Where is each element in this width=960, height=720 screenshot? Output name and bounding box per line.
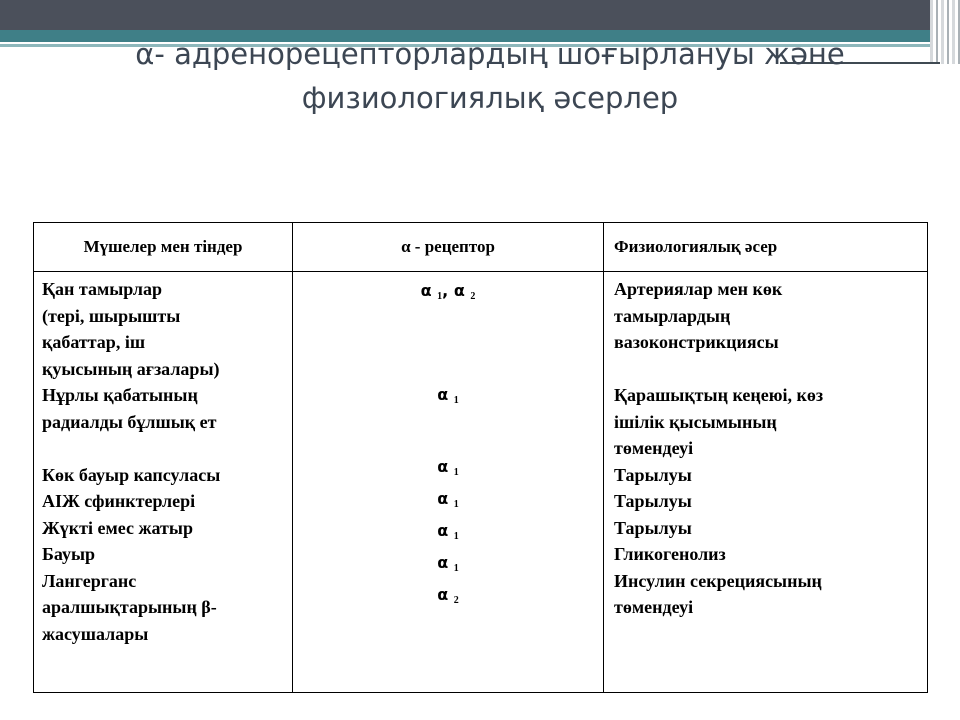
receptor-symbol: α bbox=[437, 521, 449, 540]
receptor-subscript: 2 bbox=[470, 291, 476, 302]
effects-list bbox=[604, 272, 927, 621]
list-item: Гликогенолиз bbox=[614, 544, 726, 564]
list-item: Тарылуы bbox=[614, 464, 692, 485]
list-item: аралшықтарының β- bbox=[42, 597, 217, 617]
receptor-item bbox=[293, 518, 603, 550]
header-bar bbox=[0, 0, 930, 30]
receptor-subscript: 1 bbox=[453, 499, 459, 510]
list-item: Лангерганс bbox=[42, 570, 137, 591]
header-receptor: α - рецептор bbox=[293, 223, 604, 272]
receptor-symbol: α bbox=[453, 281, 465, 300]
receptor-symbol: α bbox=[420, 281, 432, 300]
receptor-subscript: 1 bbox=[437, 291, 443, 302]
list-item: АІЖ сфинктерлері bbox=[42, 491, 196, 511]
header-effect: Физиологиялық әсер bbox=[604, 223, 928, 272]
blank-line bbox=[42, 435, 286, 462]
organs-cell bbox=[34, 272, 293, 693]
blank-line bbox=[614, 356, 921, 383]
organs-list bbox=[34, 272, 292, 647]
receptor-cell bbox=[293, 272, 604, 693]
receptor-subscript: 1 bbox=[453, 563, 459, 574]
receptor-item bbox=[293, 582, 603, 614]
list-item: жасушалары bbox=[42, 623, 149, 644]
receptor-subscript: 1 bbox=[453, 531, 459, 542]
list-item: қабаттар, іш bbox=[42, 332, 146, 352]
title-line-1: α- адренорецепторлардың шоғырлануы және bbox=[135, 37, 845, 71]
list-item: (тері, шырышты bbox=[42, 305, 181, 326]
list-item: ішілік қысымының bbox=[614, 411, 777, 432]
header-organs: Мүшелер мен тіндер bbox=[34, 223, 293, 272]
receptor-item bbox=[293, 486, 603, 518]
receptor-item bbox=[293, 278, 603, 310]
list-item: радиалды бұлшық ет bbox=[42, 411, 217, 432]
receptor-subscript: 1 bbox=[453, 467, 459, 478]
corner-stripes bbox=[930, 0, 960, 64]
list-item: Бауыр bbox=[42, 544, 96, 564]
table-row bbox=[34, 272, 928, 693]
list-item: Қарашықтың кеңеюі, көз bbox=[614, 385, 824, 405]
list-item: төмендеуі bbox=[614, 438, 694, 458]
receptor-symbol: α bbox=[437, 457, 449, 476]
receptor-symbol: α bbox=[437, 585, 449, 604]
list-item: Көк бауыр капсуласы bbox=[42, 464, 221, 485]
list-item: төмендеуі bbox=[614, 597, 694, 617]
receptor-item bbox=[293, 550, 603, 582]
list-item: Артериялар мен көк bbox=[614, 279, 783, 299]
receptor-item bbox=[293, 454, 603, 486]
receptor-symbol: α bbox=[437, 385, 449, 404]
list-item: қуысының ағзалары) bbox=[42, 358, 220, 379]
receptor-subscript: 1 bbox=[453, 395, 459, 406]
slide-title bbox=[60, 32, 920, 120]
list-item: Тарылуы bbox=[614, 517, 692, 538]
list-item: Жүкті емес жатыр bbox=[42, 517, 193, 538]
list-item: вазоконстрикциясы bbox=[614, 332, 779, 352]
receptor-symbol: α bbox=[437, 553, 449, 572]
receptor-symbol: α bbox=[437, 489, 449, 508]
table-header-row bbox=[34, 223, 928, 272]
receptor-subscript: 2 bbox=[453, 595, 459, 606]
receptor-symbol: , bbox=[442, 281, 449, 300]
list-item: Инсулин секрециясының bbox=[614, 570, 822, 591]
receptor-table bbox=[33, 222, 928, 693]
list-item: Нұрлы қабатының bbox=[42, 385, 198, 405]
list-item: Тарылуы bbox=[614, 491, 692, 511]
list-item: тамырлардың bbox=[614, 305, 731, 326]
effects-cell bbox=[604, 272, 928, 693]
receptor-list bbox=[293, 272, 603, 614]
title-line-2: физиологиялық әсерлер bbox=[301, 81, 679, 115]
receptor-item bbox=[293, 382, 603, 414]
list-item: Қан тамырлар bbox=[42, 279, 162, 299]
